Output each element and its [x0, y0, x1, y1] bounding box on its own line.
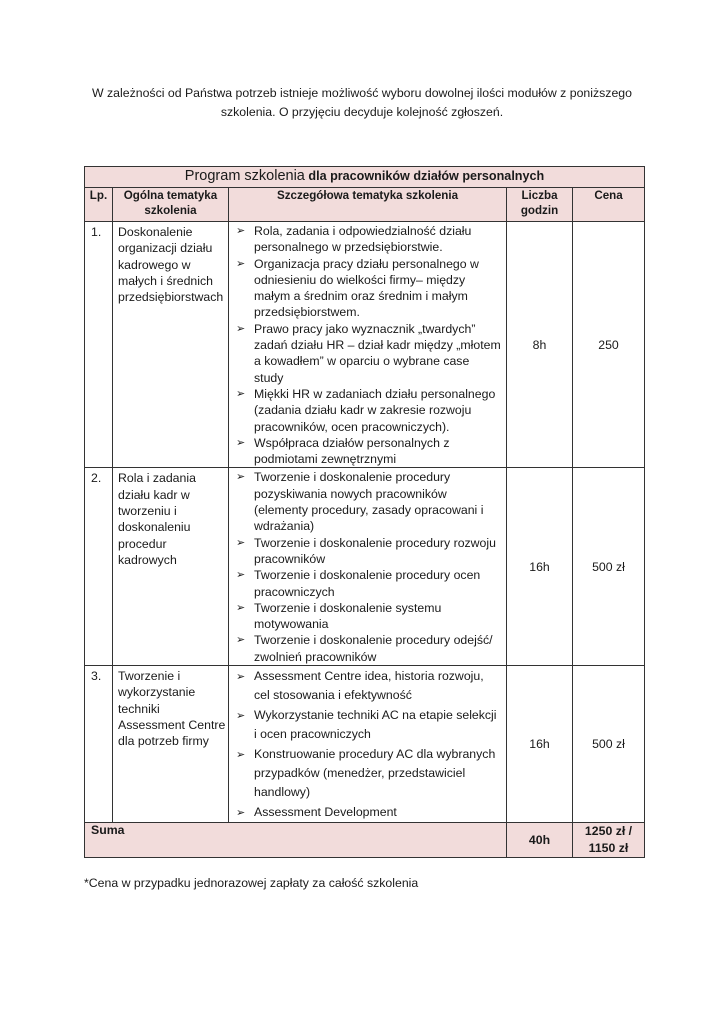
table-title-row [85, 167, 645, 188]
sum-hours: 40h [507, 823, 573, 858]
row-number: 2. [85, 468, 113, 666]
row-detailed-topics [229, 666, 507, 823]
row-general-topic: Doskonalenie organizacji działu kadrowego w małych i średnich przedsiębiorstwach [113, 222, 229, 468]
row-price: 500 zł [573, 666, 645, 823]
detail-item: ➢ Prawo pracy jako wyznacznik „twardych” zadań działu HR – dział kadr między „młotem a kowadłem” w oparciu o wybrane case study [236, 321, 502, 386]
detail-item: ➢ Organizacja pracy działu personalnego w odniesieniu do wielkości firmy– między małym a średnim oraz średnim i małym przedsiębiorstwem. [236, 256, 502, 321]
detail-item: ➢ Wykorzystanie techniki AC na etapie selekcji i ocen pracowniczych [236, 706, 502, 745]
table-header-row [85, 188, 645, 222]
row-general-topic: Tworzenie i wykorzystanie techniki Assessment Centre dla potrzeb firmy [113, 666, 229, 823]
header-general-topic: Ogólna tematyka szkolenia [113, 188, 229, 222]
detail-item: ➢ Rola, zadania i odpowiedzialność działu personalnego w przedsiębiorstwie. [236, 223, 502, 256]
row-number: 1. [85, 222, 113, 468]
row-hours: 8h [507, 222, 573, 468]
row-price: 500 zł [573, 468, 645, 666]
training-program-table [84, 166, 645, 858]
detail-item: ➢ Assessment Development [236, 803, 502, 822]
table-row [85, 222, 645, 468]
table-title [85, 167, 645, 188]
header-detailed-topic: Szczegółowa tematyka szkolenia [229, 188, 507, 222]
header-hours: Liczba godzin [507, 188, 573, 222]
row-detailed-topics [229, 468, 507, 666]
row-hours: 16h [507, 468, 573, 666]
price-footnote: *Cena w przypadku jednorazowej zapłaty za całość szkolenia [84, 876, 419, 890]
detail-item: ➢ Tworzenie i doskonalenie systemu motywowania [236, 600, 502, 633]
sum-label: Suma [85, 823, 507, 858]
table-title-main: Program szkolenia [184, 168, 305, 184]
detail-item: ➢ Miękki HR w zadaniach działu personalnego (zadania działu kadr w zakresie rozwoju pracowników, ocen pracowniczych). [236, 386, 502, 435]
intro-text: W zależności od Państwa potrzeb istnieje możliwość wyboru dowolnej ilości modułów z poniższego szkolenia. O przyjęciu decyduje kolejność zgłoszeń. [92, 86, 632, 119]
sum-price-line2: 1150 zł [588, 841, 629, 856]
detail-item: ➢ Konstruowanie procedury AC dla wybranych przypadków (menedżer, przedstawiciel handlowy) [236, 745, 502, 803]
detail-item: ➢ Assessment Centre idea, historia rozwoju, cel stosowania i efektywność [236, 667, 502, 706]
table-row [85, 666, 645, 823]
header-price: Cena [573, 188, 645, 222]
row-detailed-topics [229, 222, 507, 468]
row-general-topic: Rola i zadania działu kadr w tworzeniu i doskonaleniu procedur kadrowych [113, 468, 229, 666]
table-row [85, 468, 645, 666]
sum-price-line1: 1250 zł / [584, 824, 633, 839]
sum-price [573, 823, 645, 858]
detail-item: ➢ Tworzenie i doskonalenie procedury pozyskiwania nowych pracowników (elementy procedury, zasady opracowani i wdrażania) [236, 469, 502, 534]
detail-item: ➢ Tworzenie i doskonalenie procedury rozwoju pracowników [236, 535, 502, 568]
row-price: 250 [573, 222, 645, 468]
table-title-sub: dla pracowników działów personalnych [304, 169, 545, 183]
row-number: 3. [85, 666, 113, 823]
row-hours: 16h [507, 666, 573, 823]
detail-item: ➢ Współpraca działów personalnych z podmiotami zewnętrznymi [236, 435, 502, 468]
header-lp: Lp. [85, 188, 113, 222]
detail-item: ➢ Tworzenie i doskonalenie procedury ocen pracowniczych [236, 567, 502, 600]
detail-item: ➢ Tworzenie i doskonalenie procedury odejść/ zwolnień pracowników [236, 632, 502, 665]
sum-row [85, 823, 645, 858]
